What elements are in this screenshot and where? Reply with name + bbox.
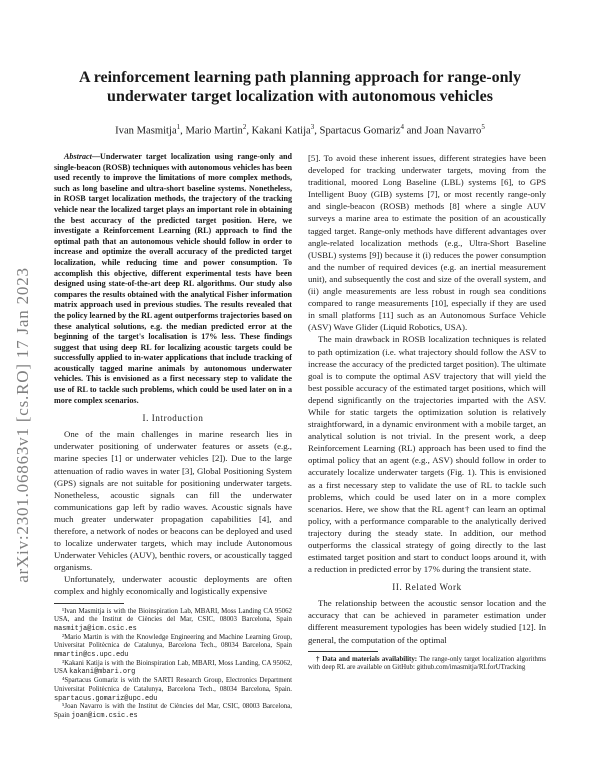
author-affiliation-mark: 2 xyxy=(242,123,247,131)
footnote-text: ¹Ivan Masmitja is with the Bioinspiration Lab, MBARI, Moss Landing CA 95062 USA, and the Institut de Ciències del Mar, CSIC, 08003 Barcelona, Spain xyxy=(54,607,292,624)
footnote-text: ⁵Joan Navarro is with the Institut de Ciències del Mar, CSIC, 08003 Barcelona, Spain xyxy=(54,703,292,719)
author-name: Kakani Katija xyxy=(251,125,311,137)
author-list: Ivan Masmitja$^1$, Mario Martin$^2$, Kakani Katija$^3$, Spartacus Gomariz$^4$ and Joan Navarro$^5$ xyxy=(115,123,485,137)
body-paragraph: The main drawback in ROSB localization techniques is related to path optimization (i.e. what trajectory should follow the ASV to increase the accuracy of the predicted target position). The ultimate goal is to compute the optimal ASV trajectory that will yield the best possible accuracy of the estimated target positions, which will depend significantly on the trajectories imparted with the ASV. While for static targets the optimization solution is relatively straightforward, in a dynamic environment with a mobile target, an analytical solution is not trivial. In the present work, a deep Reinforcement Learning (RL) approach has been used to find the optimal policy that an agent (e.g., ASV) should follow in order to accurately localize underwater targets (Fig. 1). This is envisioned as a first necessary step to validate the use of RL to tackle such problems, which could be used later on in a more complex scenarios. Here, we show that the RL agent† can learn an optimal policy, with a performance comparable to the analytically derived trajectory during the steady state. In addition, our method outperforms the classical strategy of going directly to the last estimated target position and start to conduct loops around it, with a reduction in predicted error by 17% during the transient state. xyxy=(308,334,546,575)
arxiv-side-label xyxy=(6,230,40,620)
body-paragraph: Unfortunately, underwater acoustic deployments are often complex and highly economically and logistically expensive xyxy=(54,574,292,597)
footnote-data-availability xyxy=(308,656,546,673)
footnote-rule xyxy=(308,651,378,652)
author-name: Joan Navarro xyxy=(424,125,482,137)
author-affiliation-mark: 3 xyxy=(310,123,315,131)
footnote-text: ²Mario Martin is with the Knowledge Engineering and Machine Learning Group, Universitat Politècnica de Catalunya, Barcelona Tech., 08034 Barcelona, Spain xyxy=(54,633,292,650)
body-paragraph: [5]. To avoid these inherent issues, different strategies have been developed for tracking underwater targets, moving from the traditional, moored Long Baseline (LBL) systems [6], to GPS Intelligent Buoy (GIB) systems [7], or most recently range-only and single-beacon (ROSB) methods [8] where a single AUV surveys a marine area to estimate the position of an acoustically tagged target. Range-only methods have different advantages over angle-related localization methods (e.g., Ultra-Short Baseline (USBL) systems [9]) because it (i) reduces the power consumption and the number of required devices (e.g. an inertial measurement unit), and subsequently the cost and size of the overall system, and (ii) angle measurements are less robust in rough sea conditions compared to range measurements [10], especially if they are used in small platforms [11] such as an Autonomous Surface Vehicle (ASV) Wave Glider (Liquid Robotics, USA). xyxy=(308,153,546,333)
body-paragraph: One of the main challenges in marine research lies in underwater positioning of underwater features or assets (e.g., marine species [1] or underwater vehicles [2]). Due to the large attenuation of radio waves in water [3], Global Positioning System (GPS) signals are not suitable for positioning underwater targets. Nonetheless, acoustic signals can fill the underwater communications gap left by radio waves. Acoustic signals have much greater underwater propagation capabilities [4], and therefore, a network of nodes or beacons can be deployed and used to localize underwater targets, which may include Autonomous Underwater Vehicles (AUV), benthic rovers, or acoustically tagged organisms. xyxy=(54,429,292,573)
paper-title: A reinforcement learning path planning approach for range-only underwater target localization with autonomous vehicles xyxy=(79,69,521,105)
author-affiliation-mark: 5 xyxy=(481,123,485,131)
author-name: Mario Martin xyxy=(185,125,243,137)
left-column xyxy=(54,152,292,721)
author-email-link[interactable]: mmartin@cs.upc.edu xyxy=(54,651,129,660)
footnote-affiliation xyxy=(54,703,292,720)
right-column xyxy=(308,152,546,673)
section-heading-related-work: II. Related Work xyxy=(392,582,462,593)
footnote-rule xyxy=(54,603,124,604)
author-name: Ivan Masmitja xyxy=(115,125,177,137)
footnote-text: ³Kakani Katija is with the Bioinspiration Lab, MBARI, Moss Landing, CA 95062, USA xyxy=(54,659,292,676)
author-email-link[interactable]: spartacus.gomariz@upc.edu xyxy=(54,694,158,703)
footnote-affiliation xyxy=(54,677,292,703)
footnote-text: ⁴Spartacus Gomariz is with the SARTI Research Group, Electronics Department Universitat Politècnica de Catalunya, Barcelona Tech., 08034 Barcelona, Spain. xyxy=(54,677,292,693)
author-affiliation-mark: 4 xyxy=(400,123,404,131)
section-heading-introduction: I. Introduction xyxy=(142,413,204,424)
author-email-link[interactable]: masmitja@icm.csic.es xyxy=(54,624,137,633)
arxiv-identifier: arXiv:2301.06863v1 [cs.RO] 17 Jan 2023 xyxy=(13,267,32,583)
author-name: Spartacus Gomariz xyxy=(319,125,401,137)
author-email-link[interactable]: joan@icm.csic.es xyxy=(71,712,138,720)
footnote-text[interactable]: The range-only target localization algorithms with deep RL are available on GitHub: github.com/imasmitja/RLforUTracking xyxy=(308,655,546,672)
author-affiliation-mark: 1 xyxy=(176,123,181,131)
footnote-affiliation xyxy=(54,608,292,634)
abstract-label: Abstract xyxy=(64,152,92,161)
abstract-text: —Underwater target localization using range-only and single-beacon (ROSB) techniques with autonomous vehicles has been used recently to improve the limitations of more complex methods, such as long baseline and ultra-short baseline systems. Nonetheless, in ROSB target localization methods, the trajectory of the tracking vehicle near the localized target plays an important role in obtaining the best accuracy of the predicted target position. Here, we investigate a Reinforcement Learning (RL) approach to find the optimal path that an autonomous vehicle should follow in order to increase and optimize the overall accuracy of the predicted target localization, while reducing time and power consumption. To accomplish this objective, different experimental tests have been designed using state-of-the-art deep RL algorithms. Our study also compares the results obtained with the analytical Fisher information matrix approach used in previous studies. The results revealed that the policy learned by the RL agent outperforms trajectories based on these analytical solutions, e.g. the median predicted error at the beginning of the target's localisation is 17% less. These findings suggest that using deep RL for localizing acoustic targets could be successfully applied to in-water applications that include tracking of acoustically tagged marine animals by autonomous underwater vehicles. This is envisioned as a first necessary step to validate the use of RL to tackle such problems, which could be used later on in a more complex scenarios. xyxy=(54,152,292,405)
footnote-label: † Data and materials availability: xyxy=(316,655,418,663)
footnote-affiliation xyxy=(54,660,292,677)
footnote-affiliation xyxy=(54,634,292,660)
abstract xyxy=(54,152,292,406)
author-email-link[interactable]: kakani@mbari.org xyxy=(69,668,136,677)
body-paragraph: The relationship between the acoustic sensor location and the accuracy that can be achieved in parameter estimation under different measurement typologies has been widely studied [12]. In general, the computation of the optimal xyxy=(308,598,546,645)
